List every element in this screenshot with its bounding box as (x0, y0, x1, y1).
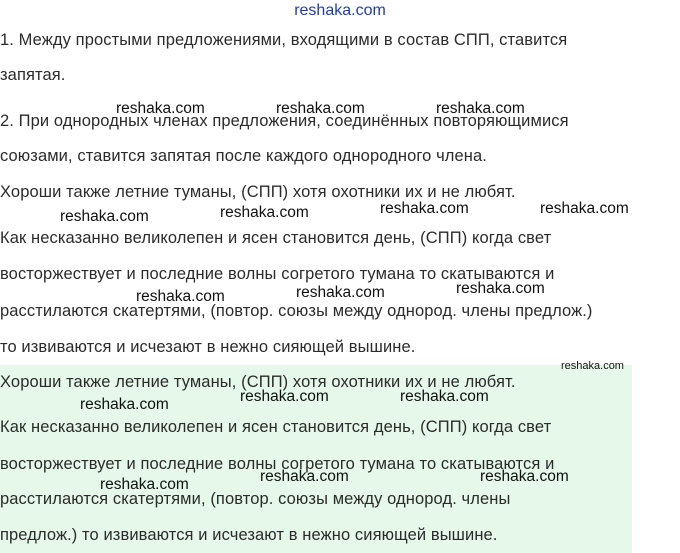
watermark: reshaka.com (400, 388, 489, 405)
watermark: reshaka.com (60, 208, 149, 225)
rule-line: запятая. (0, 66, 66, 84)
rule-line: 1. Между простыми предложениями, входящими в состав СПП, ставится (0, 31, 568, 49)
watermark: reshaka.com (436, 100, 525, 117)
watermark-small: reshaka.com (561, 360, 624, 372)
answer-line: Как несказанно великолепен и ясен становится день, (СПП) когда свет (0, 418, 552, 436)
watermark: reshaka.com (276, 100, 365, 117)
watermark: reshaka.com (540, 200, 629, 217)
example-line: восторжествует и последние волны согретого тумана то скатываются и (0, 265, 555, 283)
example-line: Хороши также летние туманы, (СПП) хотя охотники их и не любят. (0, 183, 516, 201)
watermark: reshaka.com (260, 468, 349, 485)
example-line: расстилаются скатертями, (повтор. союзы между однород. члены предлож.) (0, 302, 593, 320)
watermark: reshaka.com (380, 200, 469, 217)
watermark: reshaka.com (456, 280, 545, 297)
watermark: reshaka.com (136, 288, 225, 305)
rule-line: союзами, ставится запятая после каждого однородного члена. (0, 147, 487, 165)
example-line: Как несказанно великолепен и ясен становится день, (СПП) когда свет (0, 229, 552, 247)
watermark: reshaka.com (100, 476, 189, 493)
rule-line: 2. При однородных членах предложения, соединённых повторяющимися (0, 112, 569, 130)
watermark: reshaka.com (240, 388, 329, 405)
answer-line: предлож.) то извиваются и исчезают в нежно сияющей вышине. (0, 526, 498, 544)
answer-line: Хороши также летние туманы, (СПП) хотя охотники их и не любят. (0, 373, 516, 391)
watermark: reshaka.com (116, 100, 205, 117)
site-link[interactable]: reshaka.com (294, 2, 386, 19)
answer-line: восторжествует и последние волны согретого тумана то скатываются и (0, 455, 555, 473)
watermark: reshaka.com (220, 204, 309, 221)
answer-line: расстилаются скатертями, (повтор. союзы между однород. члены (0, 490, 511, 508)
watermark: reshaka.com (296, 284, 385, 301)
example-line: то извиваются и исчезают в нежно сияющей вышине. (0, 338, 416, 356)
watermark: reshaka.com (480, 468, 569, 485)
watermark: reshaka.com (80, 396, 169, 413)
